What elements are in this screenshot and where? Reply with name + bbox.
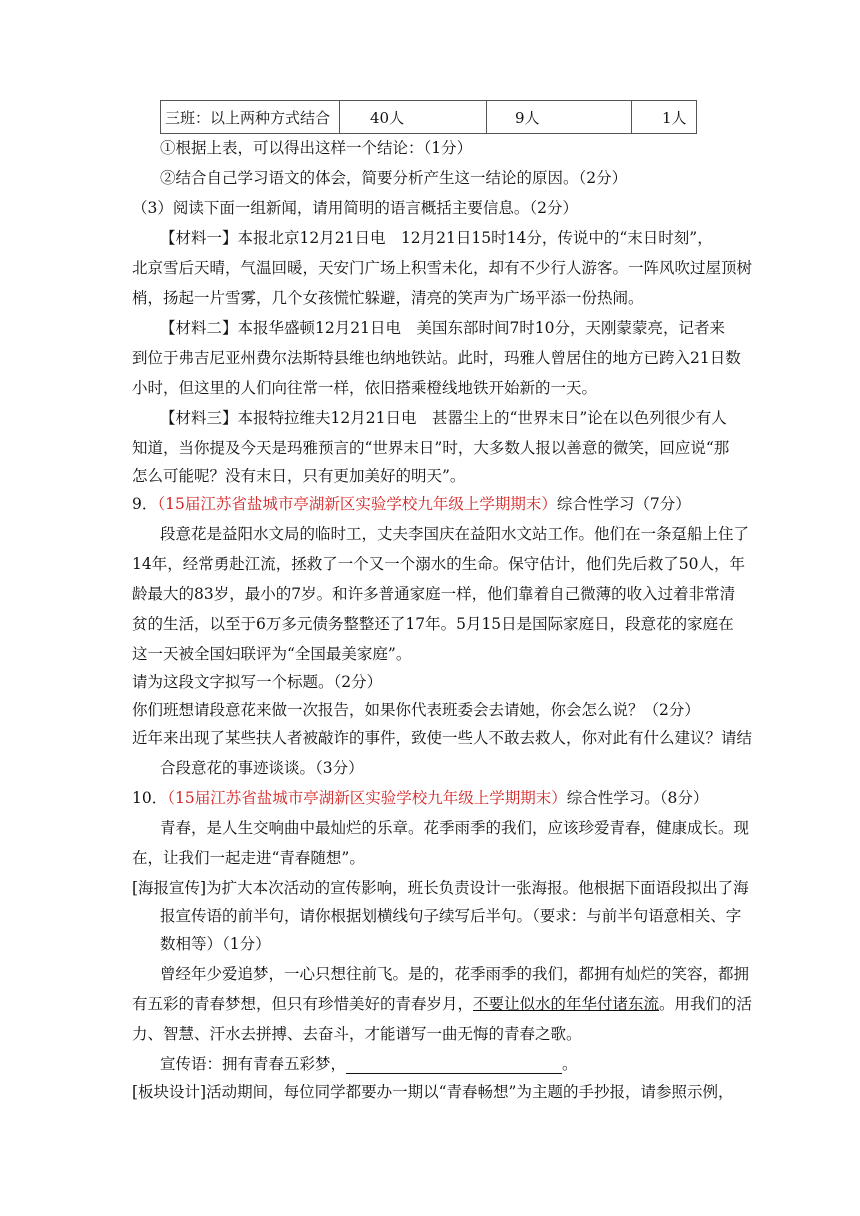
paragraph-line: 青春，是人生交响曲中最灿烂的乐章。花季雨季的我们，应该珍爱青春，健康成长。现 — [160, 819, 750, 837]
question-text: ②结合自己学习语文的体会，简要分析产生这一结论的原因。（2分） — [160, 169, 628, 187]
question-heading — [132, 494, 691, 514]
question-text: 请为这段文字拟写一个标题。（2分） — [132, 673, 383, 691]
paragraph-line — [132, 994, 752, 1014]
question-source: （15届江苏省盐城市亭湖新区实验学校九年级上学期期末） — [157, 495, 557, 513]
answer-blank[interactable] — [346, 1055, 562, 1074]
paragraph-line: 到位于弗吉尼亚州费尔法斯特县维也纳地铁站。此时，玛雅人曾居住的地方已跨入21日数 — [132, 349, 741, 367]
question-number: 9． — [132, 495, 158, 513]
paragraph-line: 曾经年少爱追梦，一心只想往前飞。是的，花季雨季的我们，都拥有灿烂的笑容，都拥 — [160, 965, 750, 983]
paragraph-line: 北京雪后天晴，气温回暖，天安门广场上积雪未化，却有不少行人游客。一阵风吹过屋顶树 — [132, 259, 753, 277]
paragraph-line: 力、智慧、汗水去拼搏、去奋斗，才能谱写一曲无悔的青春之歌。 — [132, 1025, 582, 1043]
question-text: 数相等）（1分） — [160, 935, 271, 953]
paragraph-line: 【材料二】本报华盛顿12月21日电 美国东部时间7时10分，天刚蒙蒙亮，记者来 — [160, 319, 726, 337]
slogan-line — [160, 1054, 578, 1074]
underlined-sentence: 不要让似水的年华付诸东流 — [473, 995, 660, 1013]
table-cell: 1人 — [632, 101, 697, 134]
paragraph-text: 。用我们的活 — [659, 995, 753, 1013]
paragraph-line: 14年，经常勇赴江流，拯救了一个又一个溺水的生命。保守估计，他们先后救了50人，年 — [132, 555, 745, 573]
question-text: 近年来出现了某些扶人者被敲诈的事件，致使一些人不敢去救人，你对此有什么建议？请结 — [132, 729, 753, 747]
paragraph-line: 梢，扬起一片雪雾，几个女孩慌忙躲避，清亮的笑声为广场平添一份热闹。 — [132, 289, 644, 307]
question-text: 报宣传语的前半句，请你根据划横线句子续写后半句。（要求：与前半句语意相关、字 — [160, 907, 742, 925]
paragraph-line: 小时，但这里的人们向往常一样，依旧搭乘橙线地铁开始新的一天。 — [132, 379, 598, 397]
table-cell: 40人 — [340, 101, 487, 134]
paragraph-line: 这一天被全国妇联评为“全国最美家庭”。 — [132, 645, 412, 663]
table-row — [161, 101, 697, 134]
paragraph-line: 【材料三】本报特拉维夫12月21日电 甚嚣尘上的“世界末日”论在以色列很少有人 — [160, 409, 727, 427]
paragraph-line: 龄最大的83岁，最小的7岁。和许多普通家庭一样，他们靠着自己微薄的收入过着非常清 — [132, 585, 736, 603]
slogan-end: 。 — [562, 1055, 578, 1073]
question-text: （3）阅读下面一组新闻，请用简明的语言概括主要信息。（2分） — [132, 199, 578, 217]
question-text: 你们班想请段意花来做一次报告，如果你代表班委会去请她，你会怎么说？（2分） — [132, 701, 700, 719]
question-title: 综合性学习（7分） — [556, 495, 691, 513]
table-cell: 9人 — [487, 101, 632, 134]
question-heading — [132, 788, 708, 808]
paragraph-line: 段意花是益阳水文局的临时工，丈夫李国庆在益阳水文站工作。他们在一条趸船上住了 — [160, 525, 750, 543]
paragraph-line: 知道，当你提及今天是玛雅预言的“世界末日”时，大多数人报以善意的微笑，回应说“那 — [132, 439, 730, 457]
question-text: 合段意花的事迹谈谈。（3分） — [160, 759, 364, 777]
survey-table — [160, 100, 697, 134]
table-cell: 三班：以上两种方式结合 — [161, 101, 340, 134]
paragraph-text: 有五彩的青春梦想，但只有珍惜美好的青春岁月， — [132, 995, 474, 1013]
paragraph-line: 怎么可能呢？没有末日，只有更加美好的明天”。 — [132, 467, 466, 485]
slogan-prefix: 宣传语：拥有青春五彩梦， — [160, 1055, 347, 1073]
paragraph-line: 在，让我们一起走进“青春随想”。 — [132, 849, 365, 867]
question-title: 综合性学习。（8分） — [566, 789, 709, 807]
question-source: （15届江苏省盐城市亭湖新区实验学校九年级上学期期末） — [167, 789, 567, 807]
paragraph-line: 【材料一】本报北京12月21日电 12月21日15时14分，传说中的“末日时刻”， — [160, 229, 713, 247]
question-text: [板块设计]活动期间，每位同学都要办一期以“青春畅想”为主题的手抄报，请参照示例， — [132, 1083, 734, 1101]
question-text: [海报宣传]为扩大本次活动的宣传影响，班长负责设计一张海报。他根据下面语段拟出了海 — [132, 879, 749, 897]
paragraph-line: 贫的生活，以至于6万多元债务整整还了17年。5月15日是国际家庭日，段意花的家庭在 — [132, 615, 734, 633]
question-number: 10． — [132, 789, 168, 807]
question-text: ①根据上表，可以得出这样一个结论：（1分） — [160, 139, 473, 157]
